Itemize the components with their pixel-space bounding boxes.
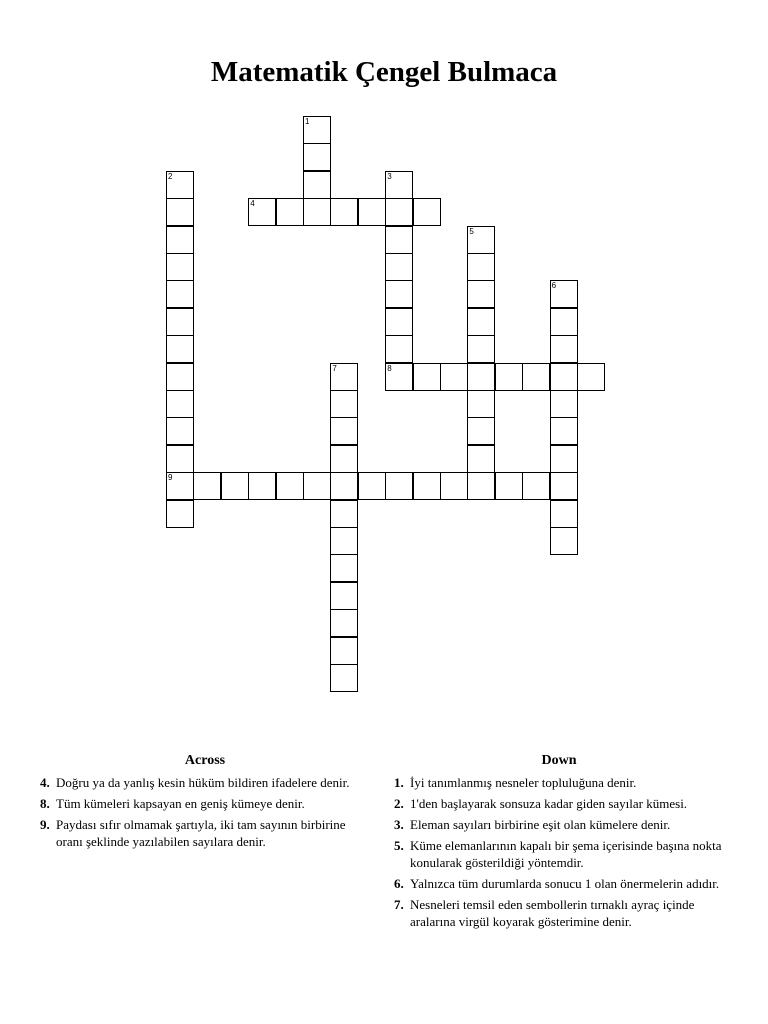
crossword-cell[interactable]: [330, 554, 358, 582]
clue-text: Nesneleri temsil eden sembollerin tırnaklı ayraç içinde aralarına virgül koyarak gösterimine denir.: [410, 897, 695, 929]
crossword-cell[interactable]: [166, 335, 194, 363]
crossword-cell[interactable]: [467, 335, 495, 363]
crossword-cell[interactable]: [467, 226, 495, 254]
crossword-cell[interactable]: [413, 363, 441, 391]
crossword-cell[interactable]: [385, 308, 413, 336]
clue-text: Yalnızca tüm durumlarda sonucu 1 olan önermelerin adıdır.: [410, 876, 720, 891]
clue-text: Tüm kümeleri kapsayan en geniş kümeye denir.: [56, 796, 305, 811]
crossword-cell[interactable]: [303, 171, 331, 199]
crossword-cell[interactable]: [467, 308, 495, 336]
down-clue: [394, 795, 724, 812]
crossword-cell[interactable]: [467, 363, 495, 391]
crossword-cell[interactable]: [358, 198, 386, 226]
crossword-cell[interactable]: [577, 363, 605, 391]
crossword-cell[interactable]: [330, 363, 358, 391]
crossword-cell[interactable]: [193, 472, 221, 500]
across-clue: [40, 795, 370, 812]
crossword-cell[interactable]: [413, 472, 441, 500]
crossword-cell[interactable]: [467, 472, 495, 500]
crossword-cell[interactable]: [276, 472, 304, 500]
crossword-cell[interactable]: [166, 171, 194, 199]
crossword-cell[interactable]: [166, 226, 194, 254]
crossword-cell[interactable]: [166, 198, 194, 226]
crossword-cell[interactable]: [166, 500, 194, 528]
crossword-cell[interactable]: [248, 198, 276, 226]
clue-number: 2: [168, 171, 173, 181]
clue-label: 3.: [394, 817, 404, 832]
clue-number: 8: [387, 363, 392, 373]
crossword-cell[interactable]: [550, 280, 578, 308]
crossword-cell[interactable]: [467, 280, 495, 308]
crossword-cell[interactable]: [330, 198, 358, 226]
down-clue: [394, 837, 724, 871]
crossword-cell[interactable]: [166, 253, 194, 281]
across-clue: [40, 774, 370, 791]
clue-label: 6.: [394, 876, 404, 891]
crossword-cell[interactable]: [385, 171, 413, 199]
crossword-cell[interactable]: [550, 445, 578, 473]
crossword-cell[interactable]: [166, 390, 194, 418]
clue-number: 9: [168, 473, 173, 483]
crossword-cell[interactable]: [330, 417, 358, 445]
crossword-cell[interactable]: [385, 472, 413, 500]
across-clue: [40, 816, 370, 850]
crossword-cell[interactable]: [440, 363, 468, 391]
crossword-cell[interactable]: [303, 143, 331, 171]
clue-label: 2.: [394, 796, 404, 811]
crossword-cell[interactable]: [495, 472, 523, 500]
crossword-cell[interactable]: [166, 280, 194, 308]
clue-label: 1.: [394, 775, 404, 790]
crossword-cell[interactable]: [221, 472, 249, 500]
down-heading: Down: [541, 753, 577, 768]
crossword-cell[interactable]: [166, 472, 194, 500]
down-clue: [394, 896, 724, 930]
crossword-cell[interactable]: [440, 472, 468, 500]
crossword-cell[interactable]: [166, 417, 194, 445]
crossword-cell[interactable]: [330, 609, 358, 637]
crossword-cell[interactable]: [330, 445, 358, 473]
crossword-cell[interactable]: [522, 472, 550, 500]
crossword-cell[interactable]: [495, 363, 523, 391]
clue-label: 5.: [394, 838, 404, 853]
crossword-cell[interactable]: [550, 500, 578, 528]
crossword-cell[interactable]: [550, 417, 578, 445]
crossword-cell[interactable]: [166, 308, 194, 336]
crossword-cell[interactable]: [550, 363, 578, 391]
crossword-cell[interactable]: [467, 390, 495, 418]
crossword-cell[interactable]: [550, 335, 578, 363]
clue-text: İyi tanımlanmış nesneler topluluğuna denir.: [410, 775, 637, 790]
crossword-cell[interactable]: [276, 198, 304, 226]
crossword-cell[interactable]: [550, 472, 578, 500]
clue-text: Paydası sıfır olmamak şartıyla, iki tam sayının birbirine oranı şeklinde yazılabilen sayılara denir.: [56, 817, 346, 849]
clue-number: 3: [387, 171, 392, 181]
down-clue: [394, 875, 724, 892]
across-clues: [40, 752, 370, 854]
across-heading: Across: [184, 753, 226, 768]
crossword-cell[interactable]: [330, 527, 358, 555]
crossword-cell[interactable]: [330, 472, 358, 500]
clue-label: 4.: [40, 775, 50, 790]
crossword-cell[interactable]: [166, 363, 194, 391]
clue-number: 5: [469, 226, 474, 236]
clue-number: 7: [332, 363, 337, 373]
clue-text: Küme elemanlarının kapalı bir şema içerisinde başına nokta konularak gösterildiği yöntemdir.: [410, 838, 722, 870]
crossword-cell[interactable]: [330, 390, 358, 418]
crossword-cell[interactable]: [385, 363, 413, 391]
crossword-cell[interactable]: [467, 417, 495, 445]
crossword-cell[interactable]: [522, 363, 550, 391]
clue-number: 1: [305, 117, 310, 126]
down-clue: [394, 816, 724, 833]
clue-text: Eleman sayıları birbirine eşit olan kümelere denir.: [410, 817, 671, 832]
crossword-cell[interactable]: [330, 500, 358, 528]
crossword-cell[interactable]: [385, 280, 413, 308]
crossword-cell[interactable]: [467, 445, 495, 473]
crossword-cell[interactable]: [413, 198, 441, 226]
clue-text: Doğru ya da yanlış kesin hüküm bildiren ifadelere denir.: [56, 775, 350, 790]
crossword-cell[interactable]: [303, 198, 331, 226]
crossword-cell[interactable]: [385, 198, 413, 226]
down-clue: [394, 774, 724, 791]
crossword-cell[interactable]: [330, 637, 358, 665]
clue-number: 4: [250, 199, 255, 209]
clue-text: 1'den başlayarak sonsuza kadar giden sayılar kümesi.: [410, 796, 688, 811]
crossword-cell[interactable]: [358, 472, 386, 500]
crossword-cell[interactable]: [385, 253, 413, 281]
crossword-cell[interactable]: [303, 472, 331, 500]
down-clues: [394, 752, 724, 934]
crossword-cell[interactable]: [467, 253, 495, 281]
crossword-cell[interactable]: [248, 472, 276, 500]
clue-label: 7.: [394, 897, 404, 912]
crossword-cell[interactable]: [550, 390, 578, 418]
clue-number: 6: [551, 281, 557, 291]
crossword-cell[interactable]: [303, 116, 331, 144]
crossword-cell[interactable]: [550, 527, 578, 555]
crossword-cell[interactable]: [330, 664, 358, 692]
crossword-cell[interactable]: [166, 445, 194, 473]
puzzle-title: Matematik Çengel Bulmaca: [210, 56, 558, 88]
crossword-cell[interactable]: [385, 335, 413, 363]
crossword-cell[interactable]: [550, 308, 578, 336]
clue-label: 9.: [40, 817, 50, 832]
crossword-cell[interactable]: [330, 582, 358, 610]
crossword-cell[interactable]: [385, 226, 413, 254]
clue-label: 8.: [40, 796, 50, 811]
